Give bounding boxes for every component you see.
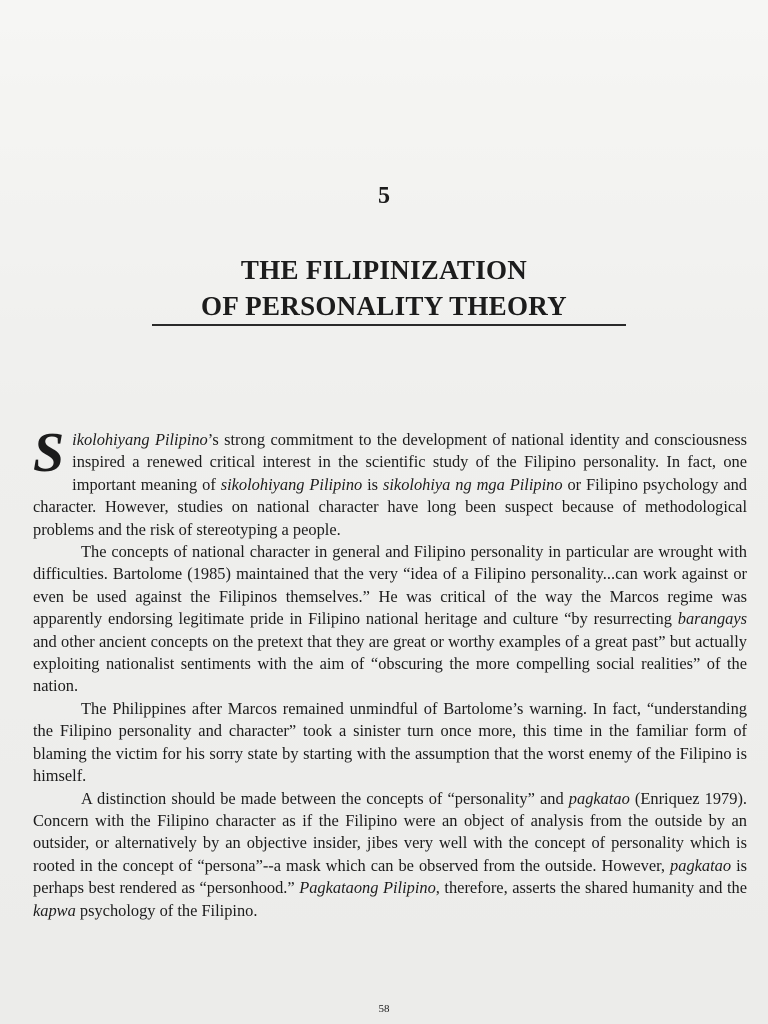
text-segment: A distinction should be made between the concepts of “personality” and <box>81 788 569 808</box>
drop-cap: S <box>33 422 65 484</box>
text-segment: or Filipino psychology and character. However, studies on national character have long been suspect because of methodological problems and the risk of stereotyping a people. <box>33 474 747 539</box>
text-segment: The Philippines after Marcos remained unmindful of Bartolome’s warning. In fact, “understanding the Filipino personality and character” took a sinister turn once more, this time in the familiar form of blaming the victim for his sorry state by starting with the assumption that the worst enemy of the Filipino is himself. <box>33 698 747 786</box>
text-segment: is perhaps best rendered as “personhood.” <box>33 855 748 898</box>
italic-term: sikolohiya ng mga Pilipino <box>382 474 563 494</box>
paragraph <box>33 422 748 541</box>
text-segment: The concepts of national character in general and Filipino personality in particular are wrought with difficulties. Bartolome (1985) maintained that the very “idea of a Filipino personality...can work against or even be used against the Filipinos themselves.” He was critical of the way the Marcos regime was apparently endorsing legitimate pride in Filipino national heritage and culture “by resurrecting <box>33 542 747 629</box>
chapter-title <box>0 252 768 324</box>
text-segment: psychology of the Filipino. <box>75 900 258 920</box>
paragraph <box>33 698 747 788</box>
text-segment: is <box>362 474 383 494</box>
italic-term: barangays <box>677 609 747 629</box>
chapter-title-line-1: THE FILIPINIZATION <box>240 255 528 285</box>
text-segment: ’s strong commitment to the development of national identity and consciousness inspired a renewed critical interest in the scientific study of the Filipino personality. In fact, one important meaning of <box>72 430 748 494</box>
body-text <box>33 422 748 922</box>
text-segment: (Enriquez 1979). Concern with the Filipino character as if the Filipino were an object of analysis from the outside by an outsider, or alternatively by an objective insider, jibes very well with the concept of personality which is rooted in the concept of “persona”--a mask which can be observed from the outside. However, <box>33 788 748 875</box>
chapter-number: 5 <box>378 183 390 209</box>
italic-term: pagkatao <box>568 788 630 808</box>
italic-term: pagkatao <box>670 855 732 875</box>
chapter-title-line-2: OF PERSONALITY THEORY <box>201 291 567 321</box>
page-number: 58 <box>378 1003 390 1015</box>
text-segment: and other ancient concepts on the pretext that they are great or worthy examples of a great past” but actually exploiting nationalist sentiments with the aim of “obscuring the more compelling social realities” of the nation. <box>33 631 747 696</box>
paragraph <box>33 788 747 922</box>
paragraph <box>33 541 747 698</box>
title-underline <box>152 324 626 326</box>
italic-term: Pagkataong Pilipino <box>299 878 436 898</box>
italic-term: kapwa <box>33 900 76 920</box>
italic-term: ikolohiyang Pilipino <box>72 430 208 449</box>
text-segment: , therefore, asserts the shared humanity and the <box>435 878 748 898</box>
italic-term: sikolohiyang Pilipino <box>220 474 363 494</box>
